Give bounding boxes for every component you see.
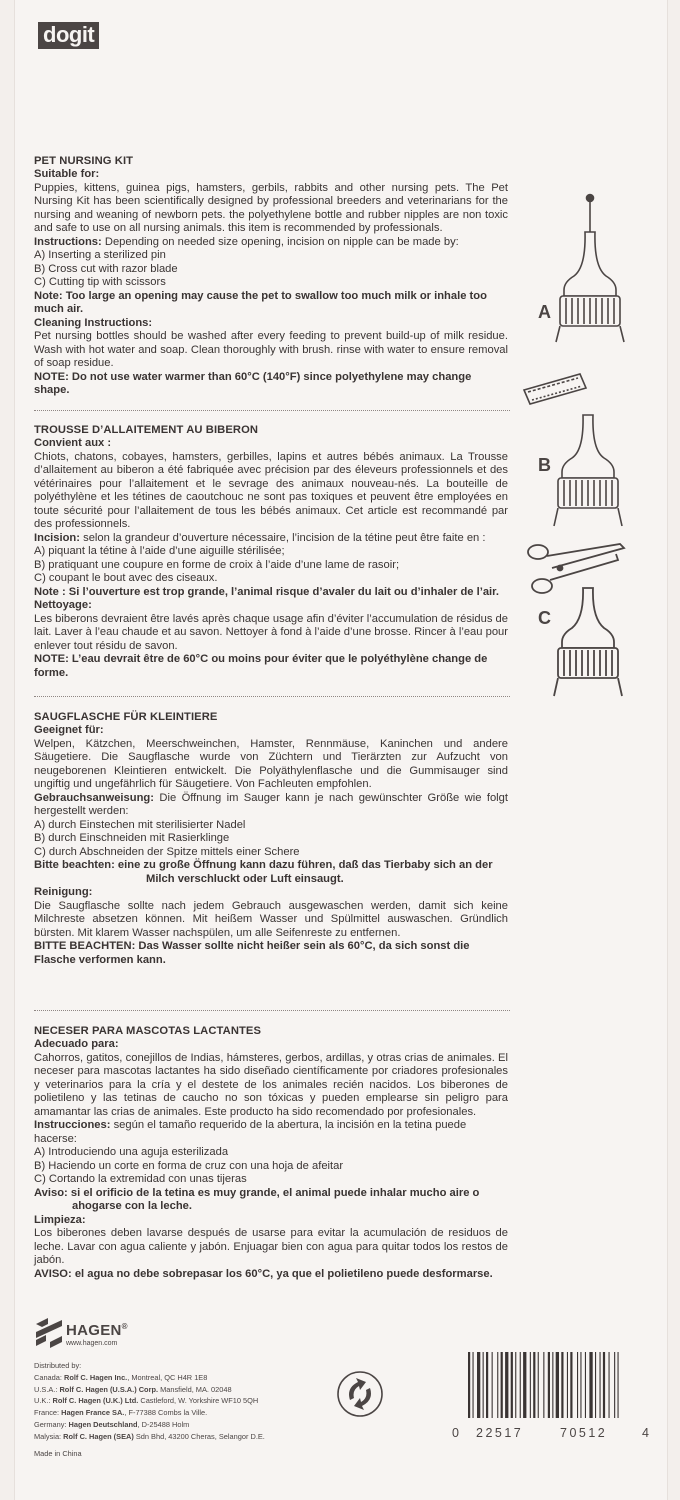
suitable-label: Geeignet für: (34, 724, 104, 736)
warning-note: BITTE BEACHTEN: Das Wasser sollte nicht heißer sein als 60°C, da sich sonst die Flasche verformen kann. (34, 940, 470, 966)
figure-label-b: B (538, 455, 551, 475)
green-dot-recycle-icon (336, 1370, 384, 1418)
section-title: TROUSSE D’ALLAITEMENT AU BIBERON (34, 424, 259, 436)
cleaning-label: Reinigung: (34, 886, 93, 898)
instructions-label: Instructions: (34, 235, 102, 248)
distributor-line (34, 1372, 265, 1384)
barcode-bar (577, 1352, 578, 1418)
note-text: Note : Si l’ouverture est trop grande, l’animal risque d’avaler du lait ou d’inhaler de l’air. (34, 585, 500, 598)
instructions-text: Depending on needed size opening, incision on nipple can be made by: (101, 235, 459, 248)
barcode-bar (483, 1352, 484, 1418)
distributor-address: Castleford, W. Yorkshire WF10 5QH (138, 1396, 259, 1406)
hagen-registered-mark: ® (121, 1322, 128, 1331)
barcode-bar (561, 1352, 563, 1418)
distributor-line (34, 1407, 265, 1419)
barcode-bar (600, 1352, 601, 1418)
distributor-company: Rolf C. Hagen (SEA) (63, 1431, 134, 1441)
section-divider (34, 1010, 510, 1011)
instructions-line (34, 532, 508, 546)
barcode-bar (468, 1352, 470, 1418)
barcode-bar (614, 1352, 615, 1418)
instructions-text: selon la grandeur d’ouverture nécessaire, l’incision de la tétine peut être faite en : (80, 531, 486, 544)
barcode-left-digits: 22517 (476, 1426, 524, 1440)
note-line-1: si el orificio de la tetina es muy grande, el animal puede inhalar mucho aire o (67, 1186, 480, 1199)
distributor-address: , F-77388 Combs la Ville. (124, 1408, 208, 1418)
step-item: C) durch Abschneiden der Spitze mittels einer Schere (34, 845, 300, 858)
suitable-label: Convient aux : (34, 437, 112, 449)
suitable-text: Puppies, kittens, guinea pigs, hamsters, gerbils, rabbits and other nursing pets. The Pet Nursing Kit has been scientifically designed by professional breeders and veterinarians for the nursing and weaning of newborn pets. the polyethylene bottle and rubber nipples are non toxic and safe to use on all nursing animals. this item is recommended by professionals. (34, 181, 508, 234)
distributor-address: , D-25488 Holm (137, 1419, 190, 1429)
barcode-bar (580, 1352, 581, 1418)
step-item: B) Cross cut with razor blade (34, 262, 178, 275)
barcode-bar (473, 1352, 474, 1418)
barcode-bar (609, 1352, 610, 1418)
cleaning-label: Limpieza: (34, 1213, 86, 1226)
suitable-label: Suitable for: (34, 168, 100, 180)
barcode-bar (589, 1352, 592, 1418)
dogit-logo: dogit (38, 22, 99, 49)
instructions-label: Instrucciones: (34, 1119, 111, 1131)
distributor-line (34, 1395, 265, 1407)
note-line-2: Milch verschluckt oder Luft einsaugt. (146, 872, 344, 885)
distributor-company: Rolf C. Hagen (U.K.) Ltd. (52, 1396, 139, 1406)
suitable-text: Welpen, Kätzchen, Meerschweinchen, Hamster, Rennmäuse, Kaninchen und andere Säugetiere. Die Saugflasche wurde von Züchtern und Tierärzten zur Aufzucht von neugeborenen Kleintieren entwickelt. Die Polyäthylenflasche und die Gummisauger sind ungiftig und ungefährlich für Säugetiere. Von Fachleuten empfohlen. (34, 737, 508, 790)
barcode-bar (548, 1352, 550, 1418)
hagen-url: www.hagen.com (66, 1340, 118, 1347)
instructions-label: Incision: (34, 531, 80, 544)
note-text (34, 1187, 508, 1201)
cleaning-text: Die Saugflasche sollte nach jedem Gebrauch ausgewaschen werden, damit sich keine Milchreste absetzen können. Mit heißem Wasser und Spülmittel auswaschen. Gründlich bürsten. Mit klarem Wasser nachspülen, um alle Seifenreste zu entfernen. (34, 899, 508, 939)
distributor-line (34, 1431, 265, 1443)
distributor-address: Mansfield, MA. 02048 (158, 1384, 232, 1394)
cleaning-text: Pet nursing bottles should be washed after every feeding to prevent build-up of milk residue. Wash with hot water and soap. Clean thoroughly with brush. rinse with water to ensure removal of soap residue. (34, 330, 508, 369)
section-divider (34, 696, 510, 697)
distributor-region: U.S.A.: (34, 1384, 60, 1394)
section-english (34, 154, 508, 398)
suitable-text: Cahorros, gatitos, conejillos de Indias, hámsteres, gerbos, ardillas, y otras crias de animales. El neceser para mascotas lactantes ha sido diseñado científicamente por criadores profesionales y veterinarios para la cría y el destete de los animales recién nacidos. Los biberones de polietileno y las tetinas de caucho no son tóxicas y pueden emplearse sin peligro para amamantar las crias de animales. Este producto ha sido recomendado por profesionales. (34, 1051, 508, 1118)
step-item: C) Cutting tip with scissors (34, 276, 166, 288)
figure-label-c: C (538, 608, 551, 628)
barcode-bar (492, 1352, 493, 1418)
warning-note: NOTE: L’eau devrait être de 60°C ou moins pour éviter que le polyéthylène change de forme. (34, 653, 488, 679)
note-text: Note: Too large an opening may cause the pet to swallow too much milk or inhale too much air. (34, 289, 487, 315)
section-german (34, 710, 508, 967)
note-label: Aviso: (34, 1186, 68, 1199)
step-item: B) pratiquant une coupure en forme de croix à l’aide d’une lame de rasoir; (34, 558, 400, 571)
step-item: B) Haciendo un corte en forma de cruz con una hoja de afeitar (34, 1159, 344, 1172)
distributor-region: Canada: (34, 1372, 64, 1382)
cleaning-text: Los biberones deben lavarse después de usarse para evitar la acumulación de residuos de leche. Lavar con agua caliente y jabón. Enjuagar bien con agua para quitar todos los restos de jabón. (34, 1227, 508, 1266)
barcode-bar (523, 1352, 526, 1418)
distributor-list (34, 1360, 265, 1459)
distributor-region: Malysia: (34, 1431, 64, 1441)
barcode-bar (511, 1352, 513, 1418)
barcode-bar (543, 1352, 544, 1418)
cleaning-text: Les biberons devraient être lavés après chaque usage afin d’éviter l’accumulation de résidus de lait. Laver à l’eau chaude et au savon. Nettoyer à fond à l’aide d’une brosse. Rincer à l’eau pour enlever tout résidu de savon. (34, 612, 508, 652)
barcode-bar (501, 1352, 503, 1418)
barcode-bar (567, 1352, 568, 1418)
barcode-bar (538, 1352, 539, 1418)
step-item: C) coupant le bout avec des ciseaux. (34, 572, 218, 584)
distributor-region: Germany: (34, 1419, 69, 1429)
instructions-label: Gebrauchsanweisung: (34, 791, 154, 804)
distributor-address: Sdn Bhd, 43200 Cheras, Selangor D.E. (133, 1431, 265, 1441)
step-item: A) Introduciendo una aguja esterilizada (34, 1146, 229, 1158)
note-text (34, 859, 508, 873)
barcode-bar (530, 1352, 531, 1418)
distributor-company: Rolf C. Hagen (U.S.A.) Corp. (59, 1384, 159, 1394)
barcode-bar (585, 1352, 586, 1418)
distributor-line (34, 1419, 265, 1431)
section-title: PET NURSING KIT (34, 155, 134, 167)
barcode-bar (533, 1352, 535, 1418)
made-in-label: Made in China (34, 1448, 82, 1458)
cleaning-label: Nettoyage: (34, 599, 92, 611)
barcode-bar (618, 1352, 619, 1418)
barcode-bar (477, 1352, 480, 1418)
barcode-right-digits: 70512 (560, 1426, 608, 1440)
barcode-bar (570, 1352, 572, 1418)
section-spanish (34, 1024, 508, 1281)
warning-note: AVISO: el agua no debe sobrepasar los 60°C, ya que el polietileno puede desformarse. (34, 1267, 493, 1280)
instructions-text: según el tamaño requerido de la abertura, la incisión en la tetina puede hacerse: (34, 1119, 467, 1145)
distributor-region: U.K.: (34, 1396, 53, 1406)
barcode-bar (556, 1352, 559, 1418)
section-title: SAUGFLASCHE FÜR KLEINTIERE (34, 711, 218, 723)
instructions-line (34, 792, 508, 819)
section-title: NECESER PARA MASCOTAS LACTANTES (34, 1025, 262, 1037)
cleaning-label: Cleaning Instructions: (34, 316, 153, 329)
hagen-wordmark (66, 1322, 128, 1339)
instructions-text: Die Öffnung im Sauger kann je nach gewünschter Größe wie folgt hergestellt werden: (34, 791, 508, 817)
barcode-bar (515, 1352, 516, 1418)
distributed-by-label: Distributed by: (34, 1361, 82, 1370)
distributor-region: France: (34, 1408, 62, 1418)
step-item: A) piquant la tétine à l’aide d’une aiguille stérilisée; (34, 545, 285, 557)
nipple-pin-illustration (552, 192, 652, 352)
barcode-bar (497, 1352, 498, 1418)
barcode-bar (552, 1352, 553, 1418)
hagen-logo-icon (34, 1318, 64, 1348)
barcode-check-digit: 4 (642, 1426, 649, 1440)
distributor-line (34, 1384, 265, 1396)
barcode-bar (486, 1352, 488, 1418)
barcode-bar (505, 1352, 508, 1418)
section-french (34, 423, 508, 680)
note-label: Bitte beachten: (34, 859, 115, 871)
barcode-icon (454, 1352, 654, 1422)
step-item: A) durch Einstechen mit sterilisierter Nadel (34, 818, 246, 831)
note-line-2: ahogarse con la leche. (72, 1200, 193, 1212)
barcode-first-digit: 0 (452, 1426, 459, 1440)
distributor-company: Hagen France SA. (61, 1408, 125, 1418)
step-item: A) Inserting a sterilized pin (34, 249, 166, 261)
figure-label-a: A (538, 302, 551, 322)
distributor-address: , Montreal, QC H4R 1E8 (127, 1372, 208, 1382)
note-line-1: eine zu große Öffnung kann dazu führen, daß das Tierbaby sich an der (114, 859, 493, 871)
section-divider (34, 410, 510, 411)
instructions-line (34, 1119, 508, 1146)
warning-note: NOTE: Do not use water warmer than 60°C (140°F) since polyethylene may change shape. (34, 370, 472, 396)
distributor-company: Rolf C. Hagen Inc. (64, 1372, 128, 1382)
instructions-line (34, 236, 508, 250)
suitable-label: Adecuado para: (34, 1038, 119, 1050)
barcode-bar (520, 1352, 521, 1418)
step-item: C) Cortando la extremidad con unas tijeras (34, 1173, 247, 1185)
barcode-bar (603, 1352, 605, 1418)
nipple-razor-illustration (520, 360, 650, 530)
distributor-company: Hagen Deutschland (68, 1419, 138, 1429)
suitable-text: Chiots, chatons, cobayes, hamsters, gerbilles, lapins et autres bébés animaux. La Trousse d’allaitement au biberon a été fabriquée avec précision par des éleveurs professionnels et des vétérinaires pour l’allaitement et le sevrage des animaux nouveau-nés. La bouteille de polyéthylène et les tétines de caoutchouc ne sont pas toxiques et peuvent être employées en toute sécurité pour l’allaitement de tous les bébés animaux. Cet article est recommandé par des professionnels. (34, 450, 508, 530)
barcode-bar (595, 1352, 596, 1418)
step-item: B) durch Einschneiden mit Rasierklinge (34, 832, 230, 844)
hagen-name: HAGEN (66, 1322, 122, 1339)
